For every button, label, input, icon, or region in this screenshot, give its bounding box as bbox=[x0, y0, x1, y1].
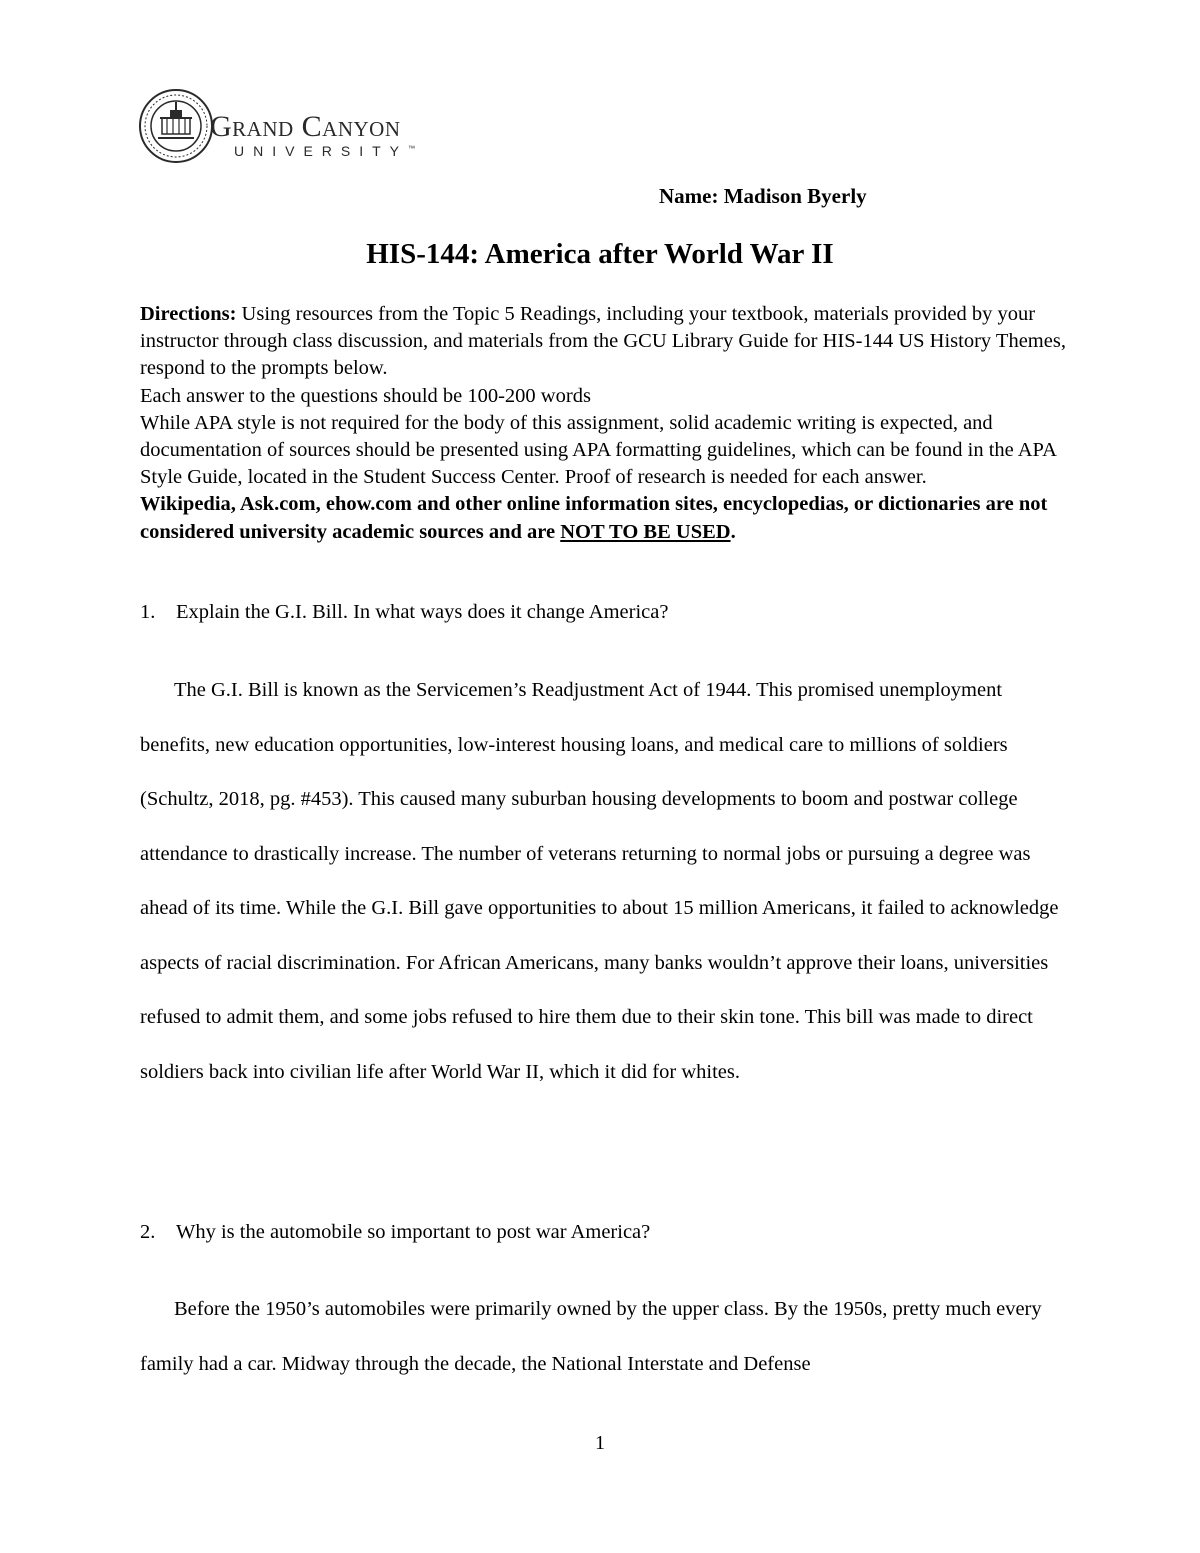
sources-warning-emphasis: NOT TO BE USED bbox=[560, 520, 731, 543]
page-number: 1 bbox=[595, 1432, 605, 1454]
logo-trademark: ™ bbox=[408, 145, 416, 153]
question-number: 2. bbox=[140, 1221, 156, 1243]
apa-note: While APA style is not required for the body of this assignment, solid academic writing is expected, and documentation of sources should be presented using APA formatting guidelines, which can be found in the APA Style Guide, located in the Student Success Center. Proof of research is needed for each answer. bbox=[140, 411, 1056, 489]
student-name-line bbox=[659, 184, 867, 209]
answer-2 bbox=[140, 1282, 1060, 1391]
answer-text: Before the 1950’s automobiles were primarily owned by the upper class. By the 1950s, pretty much every family had a car. Midway through the decade, the National Interstate and Defense bbox=[140, 1298, 1042, 1375]
logo-subtitle-text: UNIVERSITY bbox=[234, 143, 409, 159]
directions-paragraph bbox=[140, 301, 1070, 383]
sources-warning-end: . bbox=[730, 520, 736, 543]
logo-subtitle bbox=[234, 143, 415, 159]
university-seal-icon bbox=[138, 88, 214, 164]
document-title: HIS-144: America after World War II bbox=[366, 238, 834, 270]
question-1 bbox=[140, 599, 1070, 626]
directions-text: Using resources from the Topic 5 Readings, including your textbook, materials provided by your instructor through class discussion, and materials from the GCU Library Guide for HIS-144 US History Themes, respond to the prompts below. bbox=[140, 303, 1066, 380]
question-prompt: Explain the G.I. Bill. In what ways does it change America? bbox=[176, 601, 669, 623]
question-number: 1. bbox=[140, 601, 156, 623]
student-name: Madison Byerly bbox=[723, 184, 867, 208]
sources-warning bbox=[140, 491, 1070, 545]
university-logo bbox=[138, 88, 458, 168]
answer-1 bbox=[140, 663, 1060, 1099]
word-count-note: Each answer to the questions should be 100-200 words bbox=[140, 384, 591, 407]
question-prompt: Why is the automobile so important to post war America? bbox=[176, 1221, 651, 1243]
answer-text: The G.I. Bill is known as the Servicemen’s Readjustment Act of 1944. This promised unemployment benefits, new education opportunities, low-interest housing loans, and medical care to millions of soldiers (Schultz, 2018, pg. #453). This caused many suburban housing developments to boom and postwar college attendance to drastically increase. The number of veterans returning to normal jobs or pursuing a degree was ahead of its time. While the G.I. Bill gave opportunities to about 15 million Americans, it failed to acknowledge aspects of racial discrimination. For African Americans, many banks wouldn’t approve their loans, universities refused to admit them, and some jobs refused to hire them due to their skin tone. This bill was made to direct soldiers back into civilian life after World War II, which it did for whites. bbox=[140, 679, 1059, 1083]
logo-wordmark: Grand Canyon bbox=[210, 110, 401, 143]
directions-label: Directions: bbox=[140, 303, 237, 325]
question-2 bbox=[140, 1219, 1070, 1246]
sources-warning-text: Wikipedia, Ask.com, ehow.com and other online information sites, encyclopedias, or dictionaries are not considered university academic sources and are bbox=[140, 493, 1048, 543]
directions-block bbox=[140, 301, 1070, 546]
name-label: Name: bbox=[659, 184, 719, 208]
